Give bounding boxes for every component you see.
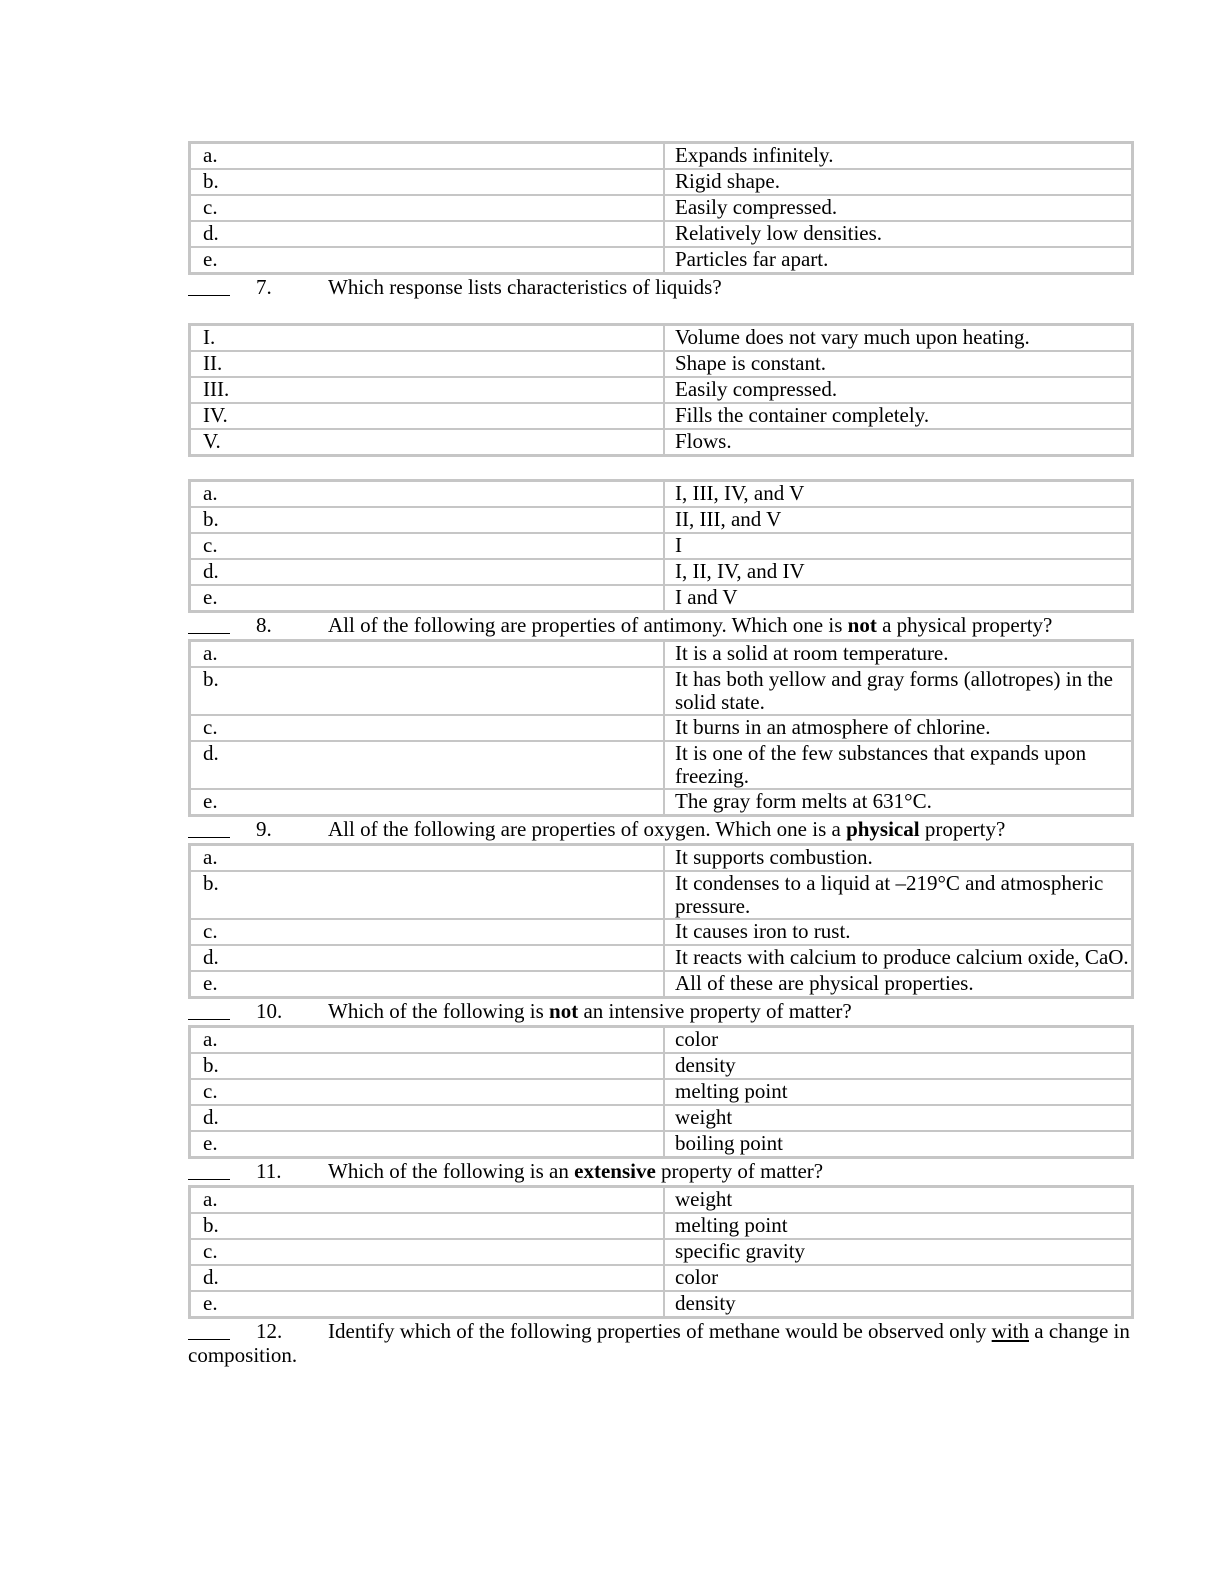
- option-text: I, II, IV, and IV: [664, 559, 1132, 585]
- statement-text: Volume does not vary much upon heating.: [664, 325, 1132, 351]
- option-row: [190, 221, 1132, 247]
- answer-blank[interactable]: [188, 275, 230, 296]
- option-label: d.: [190, 741, 664, 789]
- statement-row: [190, 325, 1132, 351]
- option-label: c.: [190, 1079, 664, 1105]
- q7-statements-table: [188, 323, 1134, 457]
- question-8: [188, 613, 1134, 639]
- worksheet-page: [188, 141, 1134, 1367]
- option-row: [190, 1053, 1132, 1079]
- option-label: e.: [190, 247, 664, 273]
- option-text: It is one of the few substances that expands upon freezing.: [664, 741, 1132, 789]
- statement-text: Flows.: [664, 429, 1132, 455]
- question-11: [188, 1159, 1134, 1185]
- question-text-part: a physical property?: [876, 613, 1053, 637]
- answer-blank[interactable]: [188, 999, 230, 1020]
- option-row: [190, 715, 1132, 741]
- option-row: [190, 533, 1132, 559]
- q11-options-table: [188, 1185, 1134, 1319]
- option-text: All of these are physical properties.: [664, 971, 1132, 997]
- question-text: [328, 1159, 823, 1183]
- option-text: I: [664, 533, 1132, 559]
- option-text: melting point: [664, 1079, 1132, 1105]
- option-row: [190, 559, 1132, 585]
- option-row: [190, 143, 1132, 169]
- answer-blank[interactable]: [188, 1319, 230, 1340]
- option-label: d.: [190, 559, 664, 585]
- option-text: I and V: [664, 585, 1132, 611]
- q7-options-table: [188, 479, 1134, 613]
- option-label: d.: [190, 1265, 664, 1291]
- option-label: b.: [190, 169, 664, 195]
- option-row: [190, 247, 1132, 273]
- question-text-part: property?: [919, 817, 1006, 841]
- option-label: e.: [190, 789, 664, 815]
- option-row: [190, 585, 1132, 611]
- option-text: It has both yellow and gray forms (allotropes) in the solid state.: [664, 667, 1132, 715]
- option-row: [190, 971, 1132, 997]
- statement-text: Fills the container completely.: [664, 403, 1132, 429]
- option-text: It causes iron to rust.: [664, 919, 1132, 945]
- option-row: [190, 641, 1132, 667]
- option-text: Easily compressed.: [664, 195, 1132, 221]
- option-text: The gray form melts at 631°C.: [664, 789, 1132, 815]
- option-text: density: [664, 1053, 1132, 1079]
- statement-row: [190, 429, 1132, 455]
- question-number: 8.: [256, 613, 272, 637]
- question-text: Which response lists characteristics of liquids?: [328, 275, 722, 299]
- option-label: b.: [190, 667, 664, 715]
- question-9: [188, 817, 1134, 843]
- option-row: [190, 1265, 1132, 1291]
- question-text-part: All of the following are properties of oxygen. Which one is a: [328, 817, 847, 841]
- q8-options-table: [188, 639, 1134, 817]
- statement-row: [190, 351, 1132, 377]
- answer-blank[interactable]: [188, 1159, 230, 1180]
- question-text-part: Which of the following is an: [328, 1159, 575, 1183]
- option-text: density: [664, 1291, 1132, 1317]
- option-label: b.: [190, 1213, 664, 1239]
- question-10: [188, 999, 1134, 1025]
- question-text: [188, 1319, 1134, 1367]
- option-text: It condenses to a liquid at –219°C and atmospheric pressure.: [664, 871, 1132, 919]
- question-12: [188, 1319, 1134, 1367]
- question-number: 7.: [256, 275, 272, 299]
- question-text: [328, 817, 1005, 841]
- question-number: 10.: [256, 999, 283, 1023]
- statement-label: II.: [190, 351, 664, 377]
- q6-options-body: [190, 143, 1132, 273]
- option-text: Rigid shape.: [664, 169, 1132, 195]
- q10-options-table: [188, 1025, 1134, 1159]
- option-row: [190, 871, 1132, 919]
- q9-options-table: [188, 843, 1134, 999]
- question-text-part: Identify which of the following properties of methane would be observed only: [328, 1319, 992, 1343]
- option-text: specific gravity: [664, 1239, 1132, 1265]
- question-text-emphasis: extensive: [574, 1159, 656, 1183]
- option-label: a.: [190, 481, 664, 507]
- question-text-part: Which of the following is: [328, 999, 550, 1023]
- option-row: [190, 845, 1132, 871]
- option-text: weight: [664, 1187, 1132, 1213]
- option-label: a.: [190, 143, 664, 169]
- option-label: c.: [190, 715, 664, 741]
- option-row: [190, 1213, 1132, 1239]
- question-text-underline: with: [991, 1319, 1030, 1343]
- option-row: [190, 1105, 1132, 1131]
- option-text: II, III, and V: [664, 507, 1132, 533]
- option-row: [190, 945, 1132, 971]
- statement-label: IV.: [190, 403, 664, 429]
- option-row: [190, 1131, 1132, 1157]
- option-label: e.: [190, 585, 664, 611]
- statement-label: V.: [190, 429, 664, 455]
- question-text: [328, 999, 852, 1023]
- option-label: b.: [190, 507, 664, 533]
- question-number: 9.: [256, 817, 272, 841]
- option-row: [190, 169, 1132, 195]
- option-text: weight: [664, 1105, 1132, 1131]
- option-row: [190, 1027, 1132, 1053]
- option-label: c.: [190, 533, 664, 559]
- question-7: [188, 275, 1134, 301]
- question-number: 12.: [256, 1319, 283, 1343]
- option-label: a.: [190, 641, 664, 667]
- question-text-part: a change in composition.: [188, 1319, 1130, 1367]
- option-label: a.: [190, 845, 664, 871]
- option-row: [190, 789, 1132, 815]
- option-text: It supports combustion.: [664, 845, 1132, 871]
- question-text-part: All of the following are properties of antimony. Which one is: [328, 613, 848, 637]
- statement-row: [190, 403, 1132, 429]
- question-number: 11.: [256, 1159, 282, 1183]
- option-text: It burns in an atmosphere of chlorine.: [664, 715, 1132, 741]
- option-row: [190, 481, 1132, 507]
- option-row: [190, 667, 1132, 715]
- option-text: melting point: [664, 1213, 1132, 1239]
- option-label: e.: [190, 1291, 664, 1317]
- question-text-emphasis: not: [847, 613, 877, 637]
- option-label: c.: [190, 195, 664, 221]
- option-text: color: [664, 1265, 1132, 1291]
- statement-row: [190, 377, 1132, 403]
- statement-label: III.: [190, 377, 664, 403]
- option-row: [190, 1291, 1132, 1317]
- option-label: b.: [190, 1053, 664, 1079]
- option-row: [190, 1187, 1132, 1213]
- option-text: color: [664, 1027, 1132, 1053]
- option-label: e.: [190, 971, 664, 997]
- question-text-emphasis: not: [549, 999, 579, 1023]
- option-row: [190, 741, 1132, 789]
- option-row: [190, 1079, 1132, 1105]
- question-text: [328, 613, 1052, 637]
- q6-options-table: [188, 141, 1134, 275]
- answer-blank[interactable]: [188, 817, 230, 838]
- option-label: c.: [190, 919, 664, 945]
- option-text: It reacts with calcium to produce calcium oxide, CaO.: [664, 945, 1132, 971]
- question-text-part: an intensive property of matter?: [578, 999, 852, 1023]
- option-row: [190, 919, 1132, 945]
- option-label: c.: [190, 1239, 664, 1265]
- option-label: a.: [190, 1187, 664, 1213]
- option-label: b.: [190, 871, 664, 919]
- statement-label: I.: [190, 325, 664, 351]
- option-label: e.: [190, 1131, 664, 1157]
- option-label: d.: [190, 945, 664, 971]
- option-text: Particles far apart.: [664, 247, 1132, 273]
- statement-text: Easily compressed.: [664, 377, 1132, 403]
- option-text: Relatively low densities.: [664, 221, 1132, 247]
- option-row: [190, 507, 1132, 533]
- option-label: a.: [190, 1027, 664, 1053]
- option-text: It is a solid at room temperature.: [664, 641, 1132, 667]
- question-text-part: property of matter?: [655, 1159, 824, 1183]
- option-label: d.: [190, 1105, 664, 1131]
- option-row: [190, 1239, 1132, 1265]
- statement-text: Shape is constant.: [664, 351, 1132, 377]
- answer-blank[interactable]: [188, 613, 230, 634]
- option-text: I, III, IV, and V: [664, 481, 1132, 507]
- option-row: [190, 195, 1132, 221]
- question-text-emphasis: physical: [846, 817, 920, 841]
- option-text: Expands infinitely.: [664, 143, 1132, 169]
- option-text: boiling point: [664, 1131, 1132, 1157]
- option-label: d.: [190, 221, 664, 247]
